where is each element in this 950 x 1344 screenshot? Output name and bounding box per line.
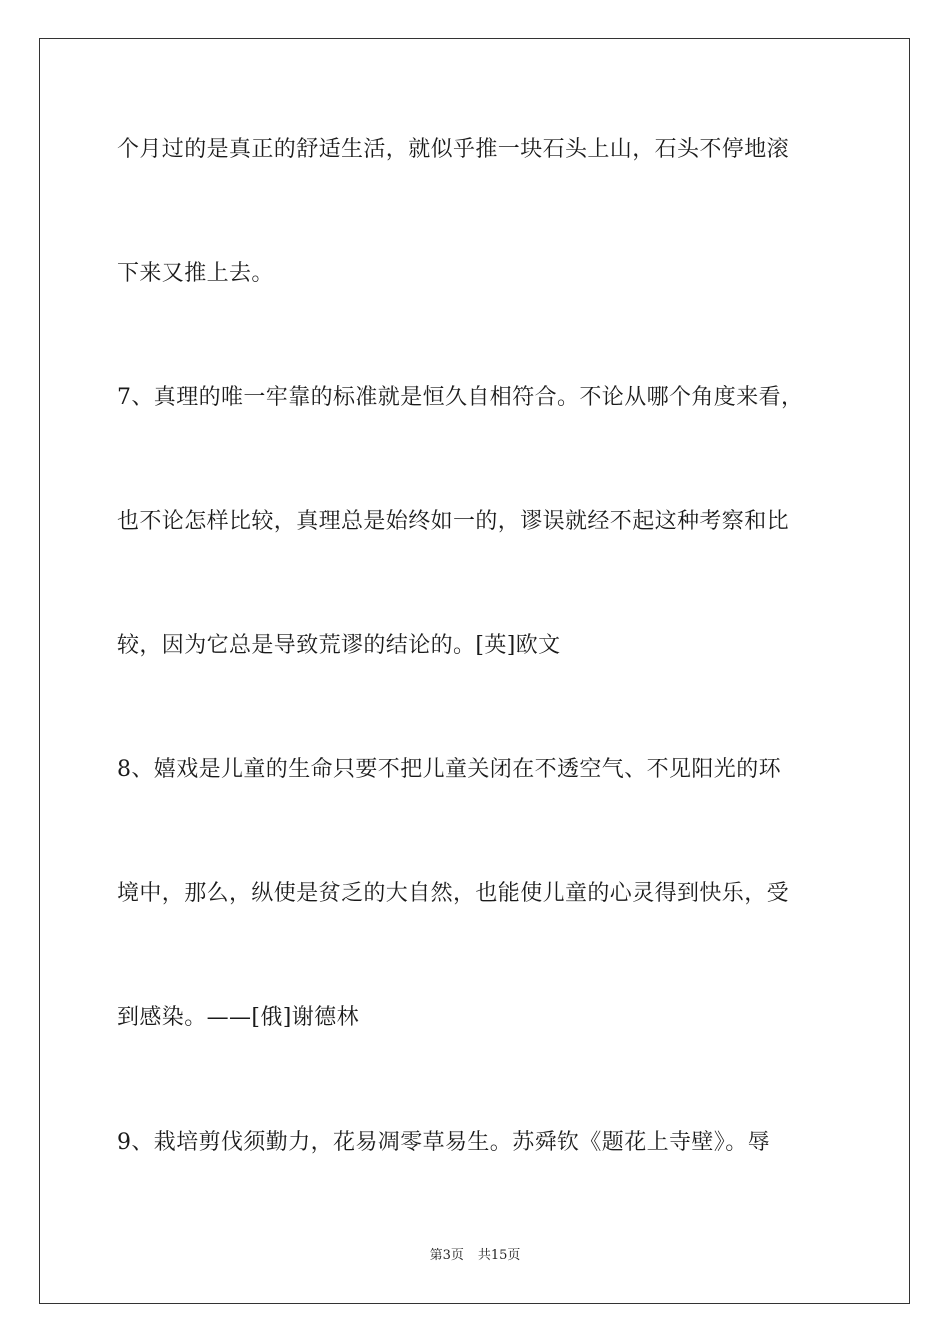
text-line-6: 8、嬉戏是儿童的生命只要不把儿童关闭在不透空气、不见阳光的环 bbox=[117, 757, 781, 782]
text-line-5: 较，因为它总是导致荒谬的结论的。[英]欧文 bbox=[117, 633, 561, 658]
text-line-1: 个月过的是真正的舒适生活，就似乎推一块石头上山，石头不停地滚 bbox=[117, 137, 790, 162]
text-line-9: 9、栽培剪伐须勤力，花易凋零草易生。苏舜钦《题花上寺壁》。辱 bbox=[117, 1130, 770, 1155]
text-line-3: 7、真理的唯一牢靠的标准就是恒久自相符合。不论从哪个角度来看， bbox=[117, 385, 804, 410]
page-border bbox=[39, 38, 910, 1304]
text-line-4: 也不论怎样比较，真理总是始终如一的，谬误就经不起这种考察和比 bbox=[117, 509, 790, 534]
text-line-8: 到感染。——[俄]谢德林 bbox=[117, 1005, 359, 1030]
page-total: 共15页 bbox=[477, 1248, 521, 1263]
page-footer bbox=[0, 1248, 950, 1264]
page-number: 第3页 bbox=[429, 1248, 464, 1263]
text-line-2: 下来又推上去。 bbox=[117, 261, 274, 286]
text-line-7: 境中，那么，纵使是贫乏的大自然，也能使儿童的心灵得到快乐，受 bbox=[117, 881, 790, 906]
